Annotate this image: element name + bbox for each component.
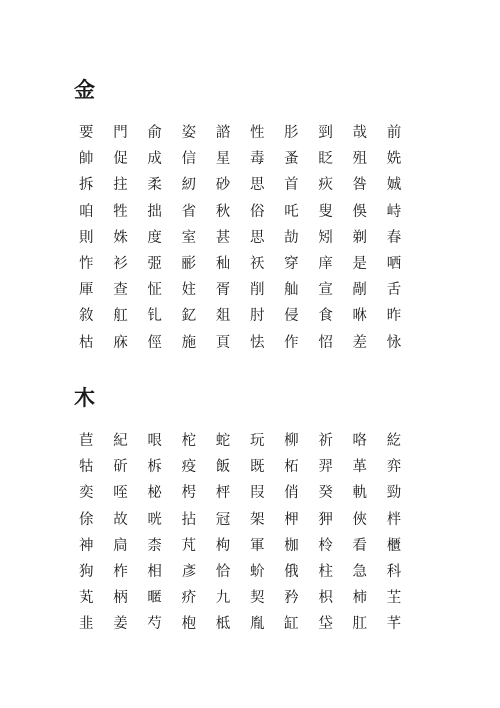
character-cell: 急 bbox=[352, 563, 367, 580]
character-cell: 柄 bbox=[113, 590, 128, 607]
character-cell: 爼 bbox=[215, 308, 231, 325]
character-cell: 前 bbox=[386, 125, 402, 141]
character-cell: 科 bbox=[386, 563, 402, 580]
character-cell: 舡 bbox=[113, 308, 128, 325]
character-cell: 苣 bbox=[79, 433, 94, 449]
character-cell: 穿 bbox=[284, 255, 299, 272]
character-cell: 門 bbox=[113, 125, 128, 141]
character-cell: 庠 bbox=[318, 255, 333, 272]
character-cell: 蛇 bbox=[215, 433, 231, 449]
character-cell: 看 bbox=[352, 537, 367, 554]
character-cell: 架 bbox=[249, 511, 265, 528]
character-cell: 咥 bbox=[113, 485, 128, 502]
character-cell: 作 bbox=[284, 334, 299, 351]
character-cell: 厙 bbox=[79, 282, 94, 299]
character-cell: 櫃 bbox=[386, 537, 402, 554]
character-cell: 咎 bbox=[352, 177, 367, 194]
character-cell: 眨 bbox=[318, 151, 333, 168]
character-cell: 俞 bbox=[147, 125, 162, 141]
character-cell: 狗 bbox=[79, 563, 94, 580]
character-cell: 信 bbox=[181, 151, 197, 168]
character-cell: 怔 bbox=[147, 282, 162, 299]
character-cell: 枷 bbox=[284, 537, 299, 554]
character-cell: 諮 bbox=[215, 125, 231, 141]
character-cell: 削 bbox=[249, 282, 265, 299]
character-cell: 哏 bbox=[147, 433, 162, 449]
character-cell: 吒 bbox=[284, 203, 299, 220]
character-cell: 度 bbox=[147, 229, 162, 246]
character-cell: 省 bbox=[181, 203, 197, 220]
character-cell: 蚤 bbox=[284, 151, 299, 168]
character-cell: 弫 bbox=[147, 255, 162, 272]
character-cell: 俏 bbox=[284, 485, 299, 502]
character-cell: 柙 bbox=[284, 511, 299, 528]
character-cell: 咱 bbox=[79, 203, 94, 220]
character-cell: 紇 bbox=[386, 433, 402, 449]
character-cell: 姿 bbox=[181, 125, 197, 141]
character-cell: 芏 bbox=[386, 590, 402, 607]
section-jin-title: 金 bbox=[74, 77, 95, 102]
character-cell: 剄 bbox=[318, 125, 333, 141]
character-cell: 柢 bbox=[215, 616, 231, 633]
character-cell: 成 bbox=[147, 151, 162, 168]
character-cell: 柘 bbox=[284, 459, 299, 476]
character-cell: 峙 bbox=[386, 203, 402, 220]
character-cell: 拄 bbox=[113, 177, 128, 194]
character-cell: 祈 bbox=[318, 433, 333, 449]
section-mu-title: 木 bbox=[74, 385, 95, 410]
character-cell: 柞 bbox=[113, 563, 128, 580]
character-cell: 拙 bbox=[147, 203, 162, 220]
character-cell: 庥 bbox=[113, 334, 128, 351]
character-cell: 俠 bbox=[352, 511, 367, 528]
character-cell: 則 bbox=[79, 229, 94, 246]
character-cell: 舢 bbox=[284, 282, 299, 299]
character-cell: 要 bbox=[79, 125, 94, 141]
character-cell: 室 bbox=[181, 229, 197, 246]
character-cell: 肜 bbox=[284, 125, 299, 141]
character-cell: 柈 bbox=[386, 511, 402, 528]
character-cell: 毒 bbox=[249, 151, 265, 168]
character-cell: 紉 bbox=[181, 177, 197, 194]
character-cell: 柁 bbox=[181, 433, 197, 449]
character-cell: 思 bbox=[249, 229, 265, 246]
character-cell: 俗 bbox=[249, 203, 265, 220]
character-cell: 芃 bbox=[181, 537, 197, 554]
character-cell: 柱 bbox=[318, 563, 333, 580]
character-cell: 拈 bbox=[181, 511, 197, 528]
character-cell: 咯 bbox=[352, 433, 367, 449]
character-cell: 相 bbox=[147, 563, 162, 580]
character-cell: 既 bbox=[249, 459, 265, 476]
character-cell: 韭 bbox=[79, 616, 94, 633]
character-cell: 釔 bbox=[181, 308, 197, 325]
character-cell: 首 bbox=[284, 177, 299, 194]
character-cell: 暱 bbox=[147, 590, 162, 607]
character-cell: 怊 bbox=[318, 334, 333, 351]
character-cell: 剮 bbox=[352, 282, 367, 299]
character-cell: 姜 bbox=[113, 616, 128, 633]
character-cell: 柔 bbox=[147, 177, 162, 194]
character-cell: 枹 bbox=[181, 616, 197, 633]
character-cell: 秈 bbox=[215, 255, 231, 272]
character-cell: 叚 bbox=[249, 485, 265, 502]
character-cell: 奕 bbox=[79, 485, 94, 502]
character-cell: 祆 bbox=[249, 255, 265, 272]
character-cell: 妵 bbox=[181, 282, 197, 299]
character-cell: 頁 bbox=[215, 334, 231, 351]
character-cell: 疥 bbox=[181, 590, 197, 607]
character-cell: 柿 bbox=[352, 590, 367, 607]
character-cell: 九 bbox=[215, 590, 231, 607]
character-cell: 芍 bbox=[147, 616, 162, 633]
character-cell: 牯 bbox=[79, 459, 94, 476]
character-cell: 彨 bbox=[181, 255, 197, 272]
character-cell: 故 bbox=[113, 511, 128, 528]
character-cell: 勁 bbox=[386, 485, 402, 502]
character-cell: 拆 bbox=[79, 177, 94, 194]
character-cell: 劼 bbox=[284, 229, 299, 246]
character-cell: 柳 bbox=[284, 433, 299, 449]
character-cell: 神 bbox=[79, 537, 94, 554]
character-cell: 枸 bbox=[215, 537, 231, 554]
character-cell: 枵 bbox=[181, 485, 197, 502]
character-cell: 差 bbox=[352, 334, 367, 351]
character-cell: 玩 bbox=[249, 433, 265, 449]
character-cell: 柝 bbox=[147, 459, 162, 476]
character-cell: 柃 bbox=[318, 537, 333, 554]
character-cell: 是 bbox=[352, 255, 367, 272]
character-cell: 思 bbox=[249, 177, 265, 194]
character-cell: 俁 bbox=[352, 203, 367, 220]
character-cell: 咻 bbox=[352, 308, 367, 325]
character-cell: 肘 bbox=[249, 308, 265, 325]
character-cell: 芊 bbox=[386, 616, 402, 633]
character-cell: 殂 bbox=[352, 151, 367, 168]
character-cell: 疢 bbox=[318, 177, 333, 194]
character-cell: 芄 bbox=[79, 590, 94, 607]
character-cell: 娍 bbox=[386, 177, 402, 194]
character-cell: 昨 bbox=[386, 308, 402, 325]
character-cell: 弈 bbox=[386, 459, 402, 476]
character-cell: 肛 bbox=[352, 616, 367, 633]
character-cell: 怺 bbox=[386, 334, 402, 351]
character-cell: 甚 bbox=[215, 229, 231, 246]
character-cell: 姺 bbox=[386, 151, 402, 168]
character-cell: 怯 bbox=[249, 334, 265, 351]
character-cell: 哂 bbox=[386, 255, 402, 272]
character-cell: 枯 bbox=[79, 334, 94, 351]
character-cell: 柰 bbox=[147, 537, 162, 554]
character-cell: 垈 bbox=[318, 616, 333, 633]
character-cell: 宣 bbox=[318, 282, 333, 299]
character-cell: 怍 bbox=[79, 255, 94, 272]
character-cell: 敘 bbox=[79, 308, 94, 325]
character-cell: 叟 bbox=[318, 203, 333, 220]
character-cell: 查 bbox=[113, 282, 128, 299]
character-cell: 冠 bbox=[215, 511, 231, 528]
character-cell: 枳 bbox=[318, 590, 333, 607]
character-cell: 疫 bbox=[181, 459, 197, 476]
character-cell: 柲 bbox=[147, 485, 162, 502]
character-cell: 羿 bbox=[318, 459, 333, 476]
character-cell: 衫 bbox=[113, 255, 128, 272]
character-cell: 狎 bbox=[318, 511, 333, 528]
character-cell: 矧 bbox=[318, 229, 333, 246]
character-cell: 彥 bbox=[181, 563, 197, 580]
character-cell: 剃 bbox=[352, 229, 367, 246]
character-cell: 枰 bbox=[215, 485, 231, 502]
character-cell: 春 bbox=[386, 229, 402, 246]
character-cell: 促 bbox=[113, 151, 128, 168]
character-cell: 钆 bbox=[147, 308, 162, 325]
character-cell: 斫 bbox=[113, 459, 128, 476]
character-cell: 俄 bbox=[284, 563, 299, 580]
character-cell: 恰 bbox=[215, 563, 231, 580]
character-cell: 性 bbox=[249, 125, 265, 141]
character-cell: 紀 bbox=[113, 433, 128, 449]
character-cell: 姝 bbox=[113, 229, 128, 246]
character-cell: 飯 bbox=[215, 459, 231, 476]
character-cell: 俆 bbox=[79, 511, 94, 528]
character-cell: 哉 bbox=[352, 125, 367, 141]
character-cell: 砂 bbox=[215, 177, 231, 194]
character-cell: 牲 bbox=[113, 203, 128, 220]
section-jin-grid bbox=[79, 124, 421, 360]
character-cell: 缸 bbox=[284, 616, 299, 633]
character-cell: 革 bbox=[352, 459, 367, 476]
character-cell: 胤 bbox=[249, 616, 265, 633]
character-cell: 蚧 bbox=[249, 563, 265, 580]
character-cell: 咣 bbox=[147, 511, 162, 528]
character-cell: 胥 bbox=[215, 282, 231, 299]
character-cell: 秋 bbox=[215, 203, 231, 220]
character-cell: 契 bbox=[249, 590, 265, 607]
character-cell: 俓 bbox=[147, 334, 162, 351]
character-cell: 施 bbox=[181, 334, 197, 351]
character-cell: 帥 bbox=[79, 151, 94, 168]
section-mu-grid bbox=[79, 432, 421, 642]
character-cell: 軌 bbox=[352, 485, 367, 502]
character-cell: 矜 bbox=[284, 590, 299, 607]
character-cell: 星 bbox=[215, 151, 231, 168]
character-cell: 扃 bbox=[113, 537, 128, 554]
character-cell: 癸 bbox=[318, 485, 333, 502]
character-cell: 侵 bbox=[284, 308, 299, 325]
character-cell: 舌 bbox=[386, 282, 402, 299]
character-cell: 軍 bbox=[249, 537, 265, 554]
character-cell: 食 bbox=[318, 308, 333, 325]
